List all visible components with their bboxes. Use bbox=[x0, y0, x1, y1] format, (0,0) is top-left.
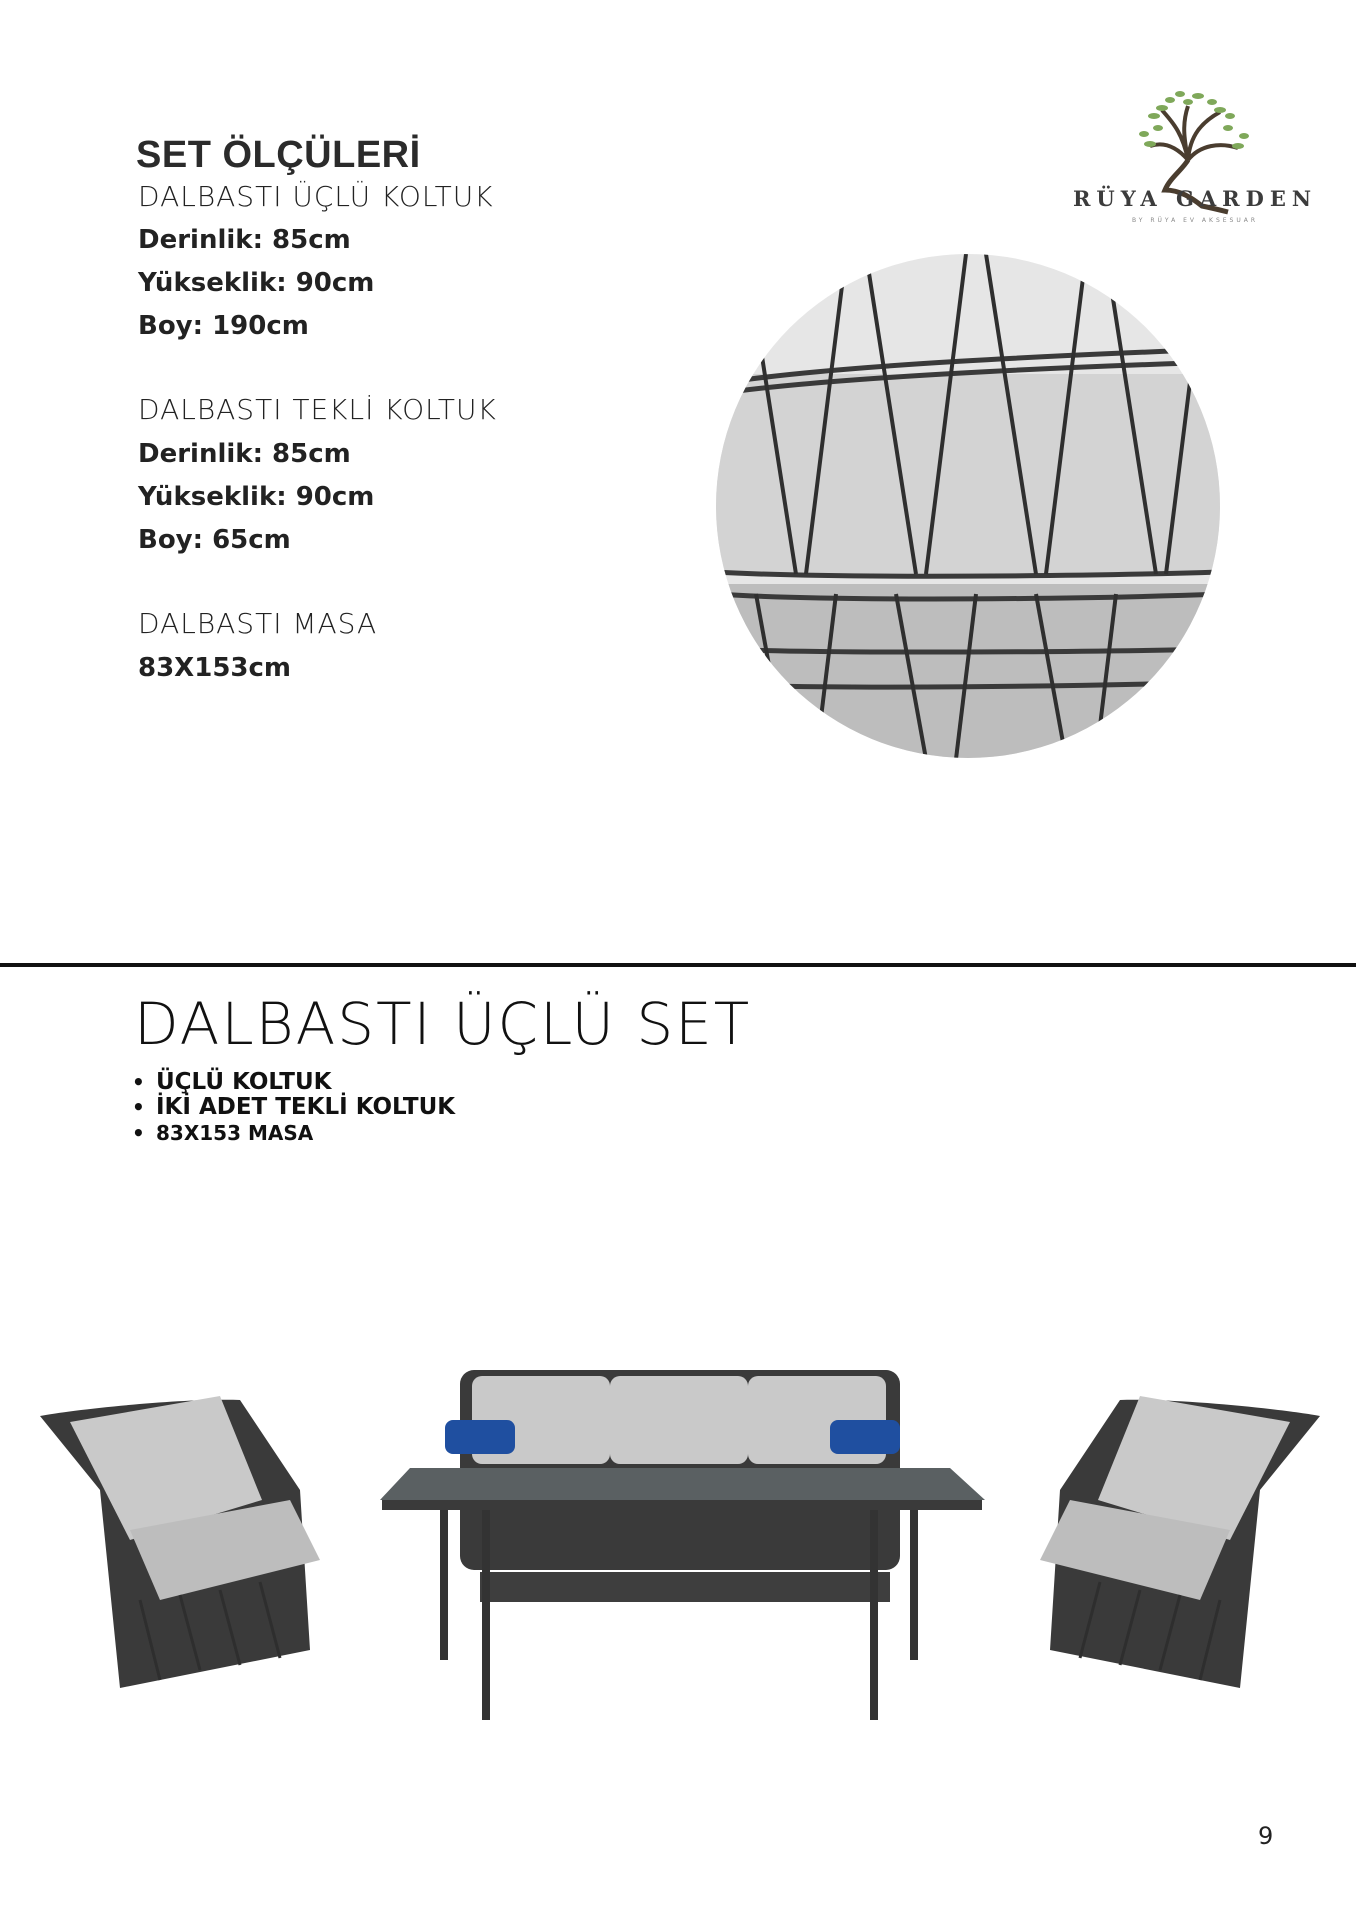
section-divider bbox=[0, 963, 1356, 967]
spec-length: Boy: 65cm bbox=[138, 525, 291, 555]
list-item: • ÜÇLÜ KOLTUK bbox=[130, 1070, 455, 1095]
brand-name: RÜYA GARDEN bbox=[1072, 186, 1318, 211]
spec-height: Yükseklik: 90cm bbox=[138, 482, 375, 512]
spec-depth: Derinlik: 85cm bbox=[138, 225, 351, 255]
set-items-list bbox=[130, 1070, 455, 1146]
spec-size: 83X153cm bbox=[138, 653, 292, 683]
spec-length: Boy: 190cm bbox=[138, 311, 309, 341]
spec-depth: Derinlik: 85cm bbox=[138, 439, 351, 469]
page-number: 9 bbox=[1258, 1822, 1274, 1850]
brand-subtitle: BY RÜYA EV AKSESUAR bbox=[1131, 217, 1259, 224]
product-name-table: DALBASTI MASA bbox=[138, 607, 378, 640]
spec-height: Yükseklik: 90cm bbox=[138, 268, 375, 298]
product-name-triple-sofa: DALBASTI ÜÇLÜ KOLTUK bbox=[138, 180, 494, 213]
furniture-set-photo bbox=[30, 1350, 1330, 1770]
product-name-single-chair: DALBASTI TEKLİ KOLTUK bbox=[138, 393, 497, 426]
wicker-detail-photo bbox=[716, 254, 1221, 759]
set-title: DALBASTI ÜÇLÜ SET bbox=[134, 990, 752, 1058]
list-item: • 83X153 MASA bbox=[130, 1120, 455, 1146]
specs-title: SET ÖLÇÜLERİ bbox=[136, 134, 421, 176]
list-item: • İKİ ADET TEKLİ KOLTUK bbox=[130, 1095, 455, 1120]
